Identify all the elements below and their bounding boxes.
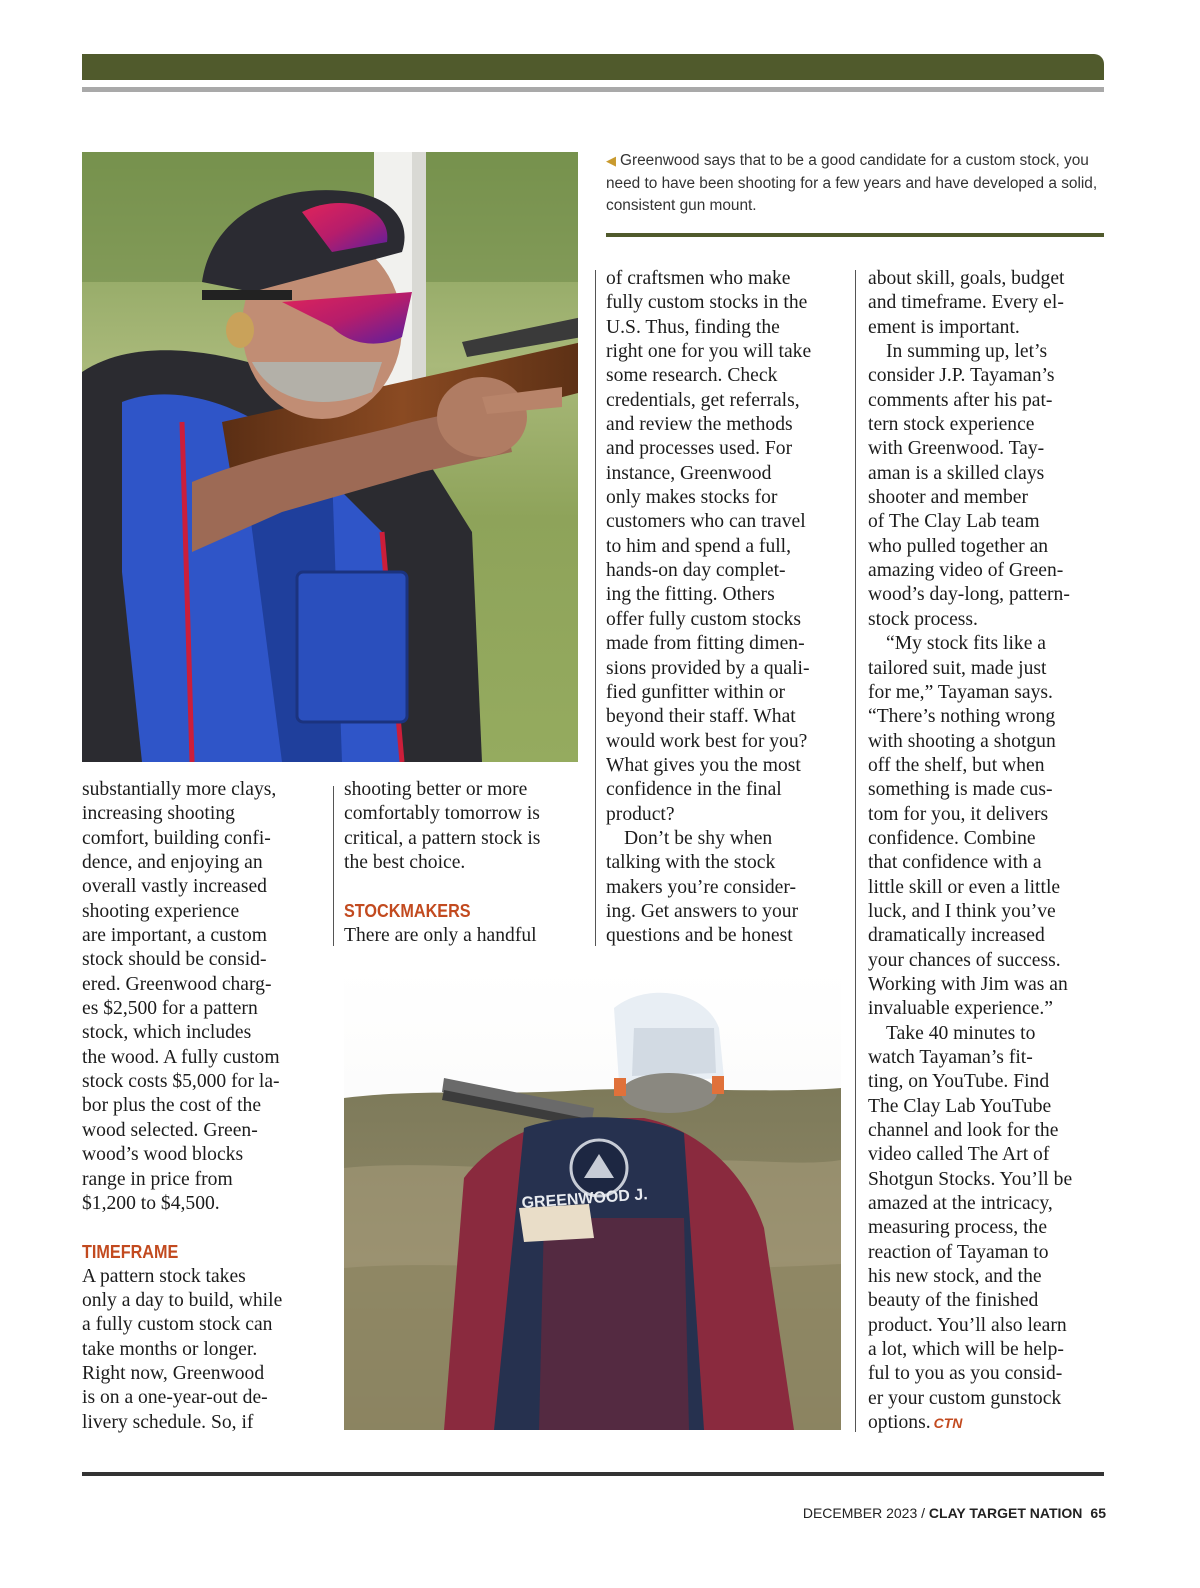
caption-rule [606,233,1104,237]
section-heading-timeframe: TIMEFRAME [82,1242,179,1263]
article-column-3: of craftsmen who make fully custom stocks in the U.S. Thus, finding the right one for you will take some research. Check credentials, get referrals, and review the methods and processes used. For instance, Greenwood only makes stocks for customers who can travel to him and spend a full, hands-on day complet- ing the fitting. Others offer fully custom stocks made from fitting dimen- sions provided by a quali- fied gunfitter within or beyond their staff. What would work best for you? What gives you the most confidence in the final product? Don’t be shy when talking with the stock makers you’re consider- ing. Get answers to your questions and be honest [606,268,812,947]
article-column-4: about skill, goals, budget and timeframe. Every el- ement is important. In summing up, let’s consider J.P. Tayaman’s comments after his pat- tern stock experience with Greenwood. Tay- aman is a skilled clays shooter and member of The Clay Lab team who pulled together an amazing video of Green- wood’s day-long, pattern- stock process. “My stock fits like a tailored suit, made just for me,” Tayaman says. “There’s nothing wrong with shooting a shotgun off the shelf, but when something is made cus- tom for you, it delivers confidence. Combine that confidence with a little skill or even a little luck, and I think you’ve dramatically increased your chances of success. Working with Jim was an invaluable experience.” Take 40 minutes to watch Tayaman’s fit- ting, on YouTube. Find The Clay Lab YouTube channel and look for the video called The Art of Shotgun Stocks. You’ll be amazed at the intricacy, measuring process, the reaction of Tayaman to his new stock, and the beauty of the finished product. You’ll also learn a lot, which will be help- ful to you as you consid- er your custom gunstock options. CTN [868,268,1073,1434]
article-column-2: shooting better or more comfortably tomorrow is critical, a pattern stock is the best choice. STOCKMAKERS There are only a handful [344,778,589,948]
article-column-1: substantially more clays, increasing shooting comfort, building confi- dence, and enjoying an overall vastly increased shooting experience are important, a custom stock should be consid- ered. Greenwood charg- es $2,500 for a pattern stock, which includes the wood. A fully custom stock costs $5,000 for la- bor plus the cost of the wood selected. Green- wood’s wood blocks range in price from $1,200 to $4,500. TIMEFRAME A pattern stock takes only a day to build, while a fully custom stock can take months or longer. Right now, Greenwood is on a one-year-out de- livery schedule. So, if [82,778,327,1435]
vest-name-text: GREENWOOD J. [521,1186,649,1212]
caption-text: Greenwood says that to be a good candidate for a custom stock, you need to have been shooting for a few years and have developed a solid, consistent gun mount. [606,152,1098,214]
column-divider [595,270,596,946]
photo-caption [606,150,1106,218]
page-number: 65 [1090,1505,1106,1521]
shooter-aiming-photo [82,152,578,762]
footer-rule [82,1472,1104,1476]
end-mark: CTN [933,1415,963,1432]
header-rule [82,87,1104,92]
column-divider [333,786,334,946]
footer-magazine: CLAY TARGET NATION [928,1505,1083,1521]
header-bar [82,54,1104,80]
page-footer [803,1505,1106,1521]
shooter-back-view-photo [344,968,841,1430]
column-divider [855,270,856,1432]
footer-issue: DECEMBER 2023 / [802,1505,926,1521]
caption-arrow-icon: ◀ [606,153,616,168]
section-heading-stockmakers: STOCKMAKERS [344,901,471,922]
